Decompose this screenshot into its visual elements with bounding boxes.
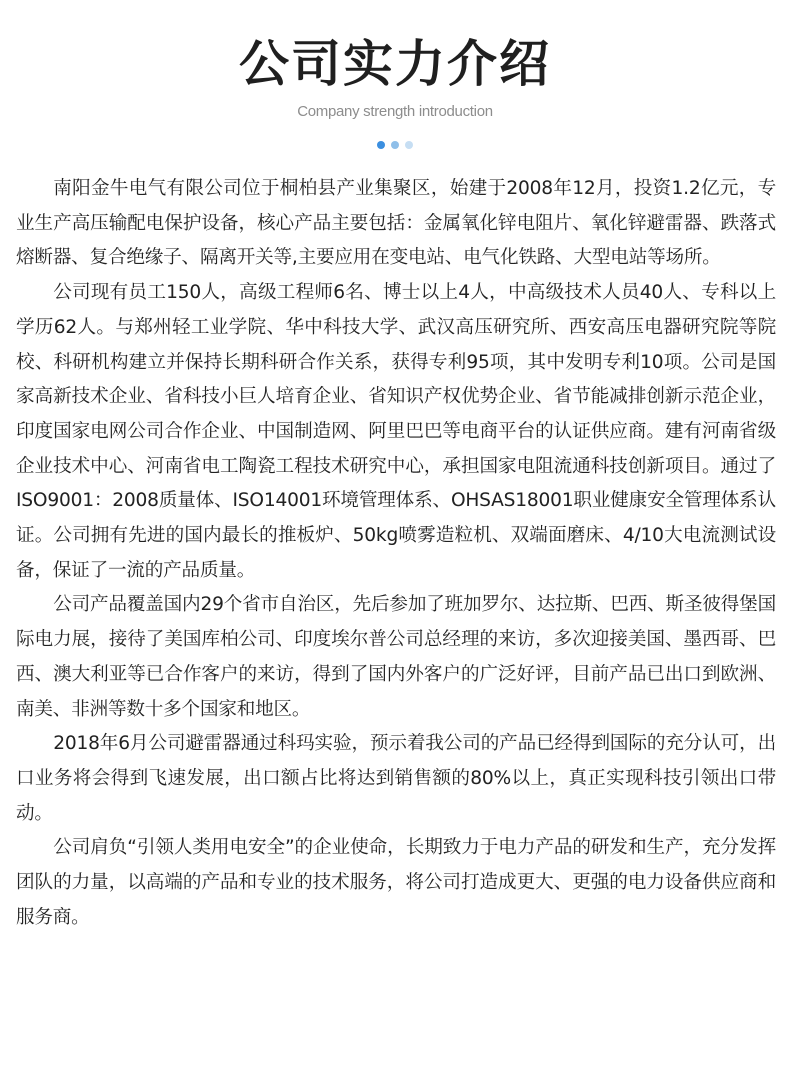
intro-paragraph-3: 公司产品覆盖国内29个省市自治区，先后参加了班加罗尔、达拉斯、巴西、斯圣彼得堡国际电力展，接待了美国库柏公司、印度埃尔普公司总经理的来访，多次迎接美国、墨西哥、巴西、澳大利亚等已合作客户的来访，得到了国内外客户的广泛好评，目前产品已出口到欧洲、南美、非洲等数十多个国家和地区。: [16, 594, 776, 720]
dot-3: [405, 141, 413, 149]
dot-2: [391, 141, 399, 149]
dot-1: [377, 141, 385, 149]
page-title: 公司实力介绍: [239, 35, 551, 93]
company-intro-body: [16, 172, 776, 935]
intro-paragraph-5: 公司肩负“引领人类用电安全”的企业使命，长期致力于电力产品的研发和生产，充分发挥团队的力量，以高端的产品和专业的技术服务，将公司打造成更大、更强的电力设备供应商和服务商。: [16, 837, 776, 928]
page-subtitle: Company strength introduction: [297, 103, 493, 120]
intro-paragraph-1: 南阳金牛电气有限公司位于桐柏县产业集聚区，始建于2008年12月，投资1.2亿元，专业生产高压输配电保护设备，核心产品主要包括：金属氧化锌电阻片、氧化锌避雷器、跌落式熔断器、复合绝缘子、隔离开关等,主要应用在变电站、电气化铁路、大型电站等场所。: [16, 178, 776, 269]
intro-paragraph-4: 2018年6月公司避雷器通过科玛实验，预示着我公司的产品已经得到国际的充分认可，出口业务将会得到飞速发展，出口额占比将达到销售额的80%以上，真正实现科技引领出口带动。: [16, 733, 776, 824]
intro-paragraph-2: 公司现有员工150人，高级工程师6名、博士以上4人，中高级技术人员40人、专科以上学历62人。与郑州轻工业学院、华中科技大学、武汉高压研究所、西安高压电器研究院等院校、科研机构建立并保持长期科研合作关系，获得专利95项，其中发明专利10项。公司是国家高新技术企业、省科技小巨人培育企业、省知识产权优势企业、省节能减排创新示范企业，印度国家电网公司合作企业、中国制造网、阿里巴巴等电商平台的认证供应商。建有河南省级企业技术中心、河南省电工陶瓷工程技术研究中心，承担国家电阻流通科技创新项目。通过了ISO9001：2008质量体、ISO14001环境管理体系、OHSAS18001职业健康安全管理体系认证。公司拥有先进的国内最长的推板炉、50kg喷雾造粒机、双端面磨床、4/10大电流测试设备，保证了一流的产品质量。: [16, 282, 776, 581]
decorative-dots: [0, 141, 790, 151]
